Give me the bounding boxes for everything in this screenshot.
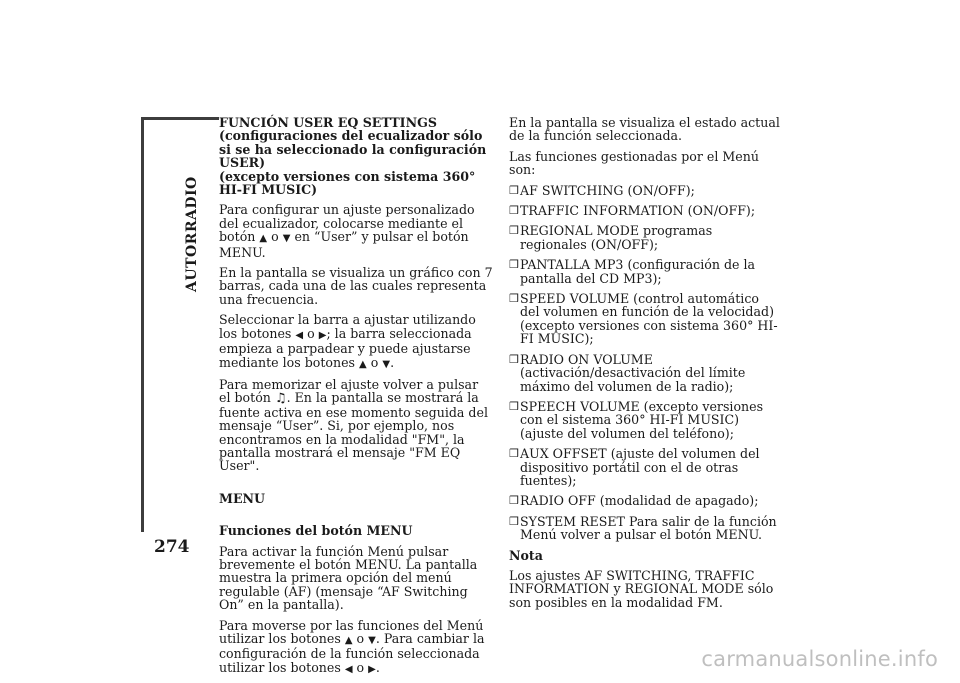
down-arrow-icon: ▼ bbox=[382, 358, 391, 370]
down-arrow-icon: ▼ bbox=[282, 233, 291, 245]
paragraph: En la pantalla se visualiza un gráfico con 7 barras, cada una de las cuales representa una frecuencia. bbox=[219, 265, 493, 307]
heading-line: (excepto versiones con sistema 360° HI-FI MUSIC) bbox=[219, 168, 476, 198]
paragraph bbox=[219, 313, 493, 371]
checkbox-bullet-icon: ❒ bbox=[509, 352, 519, 366]
checkbox-bullet-icon: ❒ bbox=[509, 292, 519, 306]
paragraph bbox=[219, 378, 493, 473]
checkbox-bullet-icon: ❒ bbox=[509, 224, 519, 238]
checkbox-bullet-icon: ❒ bbox=[509, 204, 519, 218]
text: . bbox=[375, 659, 380, 675]
left-arrow-icon: ◀ bbox=[344, 663, 353, 675]
checkbox-bullet-icon: ❒ bbox=[509, 447, 519, 461]
menu-subheading: Funciones del botón MENU bbox=[219, 523, 413, 539]
up-arrow-icon: ▲ bbox=[344, 635, 353, 646]
checkbox-bullet-icon: ❒ bbox=[509, 258, 519, 272]
list-item-text: RADIO OFF (modalidad de apagado); bbox=[520, 493, 759, 509]
up-arrow-icon: ▲ bbox=[359, 358, 367, 370]
text: Para moverse por las funciones del Menú utilizar los botones bbox=[219, 617, 484, 646]
music-note-icon: ♫ bbox=[274, 391, 287, 407]
text: Para memorizar el ajuste volver a pulsar el botón bbox=[219, 376, 479, 406]
text: . Para cambiar la configuración de la función seleccionada utilizar los botones bbox=[219, 631, 485, 675]
list-item bbox=[509, 184, 781, 197]
list-item-text: AUX OFFSET (ajuste del volumen del dispositivo portátil con el de otras fuentes); bbox=[520, 446, 760, 488]
list-item bbox=[509, 447, 781, 487]
paragraph: Para activar la función Menú pulsar brevemente el botón MENU. La pantalla muestra la primera opción del menú regulable (AF) (mensaje “AF Switching On” en la pantalla). bbox=[219, 543, 478, 613]
list-item bbox=[509, 258, 781, 285]
checkbox-bullet-icon: ❒ bbox=[509, 183, 519, 197]
watermark: carmanualsonline.info bbox=[701, 647, 938, 671]
list-item-text: SYSTEM RESET Para salir de la función Menú volver a pulsar el botón MENU. bbox=[520, 513, 777, 543]
text: Para configurar un ajuste personalizado del ecualizador, colocarse mediante el botón bbox=[219, 202, 475, 245]
up-arrow-icon: ▲ bbox=[259, 233, 268, 245]
text: ; la barra seleccionada empieza a parpadear y puede ajustarse mediante los botones bbox=[219, 325, 472, 370]
right-arrow-icon: ▶ bbox=[368, 663, 376, 675]
list-item-text: AF SWITCHING (ON/OFF); bbox=[520, 182, 695, 198]
checkbox-bullet-icon: ❒ bbox=[509, 494, 519, 508]
text: o bbox=[307, 325, 315, 341]
heading-line: (configuraciones del ecualizador sólo si se ha seleccionado la configuración USER) bbox=[219, 128, 487, 171]
list-item bbox=[509, 292, 781, 346]
paragraph: Las funciones gestionadas por el Menú son: bbox=[509, 148, 759, 178]
header-rule bbox=[141, 117, 219, 120]
list-item-text: SPEECH VOLUME (excepto versiones con el sistema 360° HI-FI MUSIC) (ajuste del volumen del teléfono); bbox=[520, 398, 764, 441]
right-arrow-icon: ▶ bbox=[318, 329, 327, 341]
down-arrow-icon: ▼ bbox=[368, 635, 376, 646]
right-column bbox=[509, 116, 781, 616]
text: o bbox=[356, 659, 365, 675]
section-label: AUTORRADIO bbox=[184, 176, 200, 292]
text: o bbox=[356, 631, 365, 646]
list-item-text: REGIONAL MODE programas regionales (ON/OFF); bbox=[520, 223, 713, 252]
text: o bbox=[370, 354, 379, 370]
checkbox-bullet-icon: ❒ bbox=[509, 514, 519, 528]
list-item bbox=[509, 353, 781, 393]
list-item bbox=[509, 400, 781, 440]
paragraph bbox=[219, 619, 493, 677]
paragraph bbox=[219, 203, 493, 259]
text: Seleccionar la barra a ajustar utilizando los botones bbox=[219, 312, 476, 341]
left-column bbox=[219, 116, 493, 683]
heading-line: FUNCIÓN USER EQ SETTINGS bbox=[219, 115, 437, 130]
text: o bbox=[271, 229, 279, 245]
sidebar-rule bbox=[141, 117, 144, 532]
list-item bbox=[509, 494, 781, 507]
paragraph: En la pantalla se visualiza el estado actual de la función seleccionada. bbox=[509, 115, 780, 144]
text: en “User” y pulsar el botón MENU. bbox=[219, 229, 469, 260]
list-item bbox=[509, 224, 781, 251]
list-item-text: SPEED VOLUME (control automático del volumen en función de la velocidad) (excepto versiones con sistema 360° HI-FI MUSIC); bbox=[520, 291, 778, 347]
text: . bbox=[390, 354, 395, 370]
menu-heading: MENU bbox=[219, 490, 266, 506]
list-item bbox=[509, 515, 781, 542]
left-arrow-icon: ◀ bbox=[295, 329, 304, 341]
list-item-text: RADIO ON VOLUME (activación/desactivación del límite máximo del volumen de la radio); bbox=[520, 351, 746, 394]
note-text: Los ajustes AF SWITCHING, TRAFFIC INFORMATION y REGIONAL MODE sólo son posibles en la modalidad FM. bbox=[509, 567, 774, 610]
page-number: 274 bbox=[154, 537, 190, 557]
list-item-text: PANTALLA MP3 (configuración de la pantalla del CD MP3); bbox=[520, 257, 756, 286]
checkbox-bullet-icon: ❒ bbox=[509, 399, 519, 413]
list-item bbox=[509, 204, 781, 217]
list-item-text: TRAFFIC INFORMATION (ON/OFF); bbox=[520, 203, 756, 219]
text: . En la pantalla se mostrará la fuente activa en ese momento seguida del mensaje “User”. Si, por ejemplo, nos encontramos en la modalidad "FM", la pantalla mostrará el mensaje "FM EQ User". bbox=[219, 390, 488, 474]
user-eq-heading bbox=[219, 116, 493, 196]
note-heading: Nota bbox=[509, 547, 543, 563]
